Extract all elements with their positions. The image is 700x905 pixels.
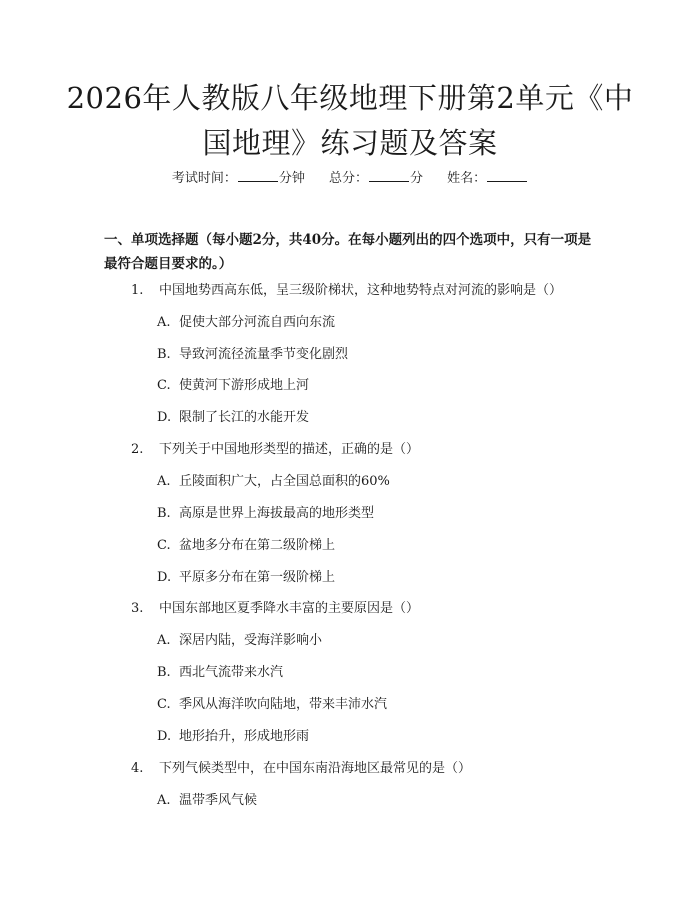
question-number: 3. bbox=[131, 601, 144, 616]
question-2-option-c bbox=[157, 536, 335, 556]
question-1-option-a bbox=[157, 313, 335, 333]
question-1-option-d bbox=[157, 408, 309, 428]
question-4-option-a bbox=[157, 791, 257, 811]
exam-info bbox=[0, 168, 700, 189]
question-3-option-a bbox=[157, 631, 322, 651]
option-letter: B. bbox=[157, 506, 171, 521]
student-name-label: 姓名： bbox=[447, 171, 487, 186]
option-letter: D. bbox=[157, 729, 172, 744]
section-heading: 一、单项选择题（每小题2分，共40分。在每小题列出的四个选项中，只有一项是最符合题目要求的。） bbox=[104, 232, 592, 272]
option-letter: B. bbox=[157, 347, 171, 362]
option-text: 地形抬升，形成地形雨 bbox=[179, 729, 310, 744]
option-text: 平原多分布在第一级阶梯上 bbox=[179, 570, 336, 585]
question-2-option-b bbox=[157, 504, 374, 524]
option-text: 温带季风气候 bbox=[179, 793, 258, 808]
question-number: 2. bbox=[131, 442, 144, 457]
option-text: 盆地多分布在第二级阶梯上 bbox=[179, 538, 336, 553]
option-letter: D. bbox=[157, 410, 172, 425]
question-4 bbox=[131, 759, 471, 779]
question-text: 中国东部地区夏季降水丰富的主要原因是（） bbox=[159, 601, 420, 616]
question-2 bbox=[131, 440, 419, 460]
option-letter: D. bbox=[157, 570, 172, 585]
total-score-unit: 分 bbox=[410, 171, 424, 186]
question-number: 1. bbox=[131, 283, 144, 298]
option-text: 深居内陆，受海洋影响小 bbox=[179, 633, 323, 648]
document-title: 2026年人教版八年级地理下册第2单元《中国地理》练习题及答案 bbox=[66, 81, 634, 160]
question-2-option-a bbox=[157, 472, 390, 492]
question-1 bbox=[131, 281, 562, 301]
option-text: 丘陵面积广大，占全国总面积的60% bbox=[179, 474, 390, 489]
exam-time-unit: 分钟 bbox=[278, 171, 305, 186]
total-score-blank bbox=[369, 168, 409, 182]
question-3-option-d bbox=[157, 727, 309, 747]
question-text: 下列关于中国地形类型的描述，正确的是（） bbox=[159, 442, 420, 457]
option-letter: A. bbox=[157, 633, 171, 648]
exam-time-blank bbox=[238, 168, 278, 182]
student-name-blank bbox=[487, 168, 527, 182]
question-3-option-b bbox=[157, 663, 283, 683]
total-score-field bbox=[329, 168, 423, 189]
option-letter: C. bbox=[157, 538, 171, 553]
option-text: 限制了长江的水能开发 bbox=[179, 410, 310, 425]
option-text: 促使大部分河流自西向东流 bbox=[179, 315, 336, 330]
option-letter: C. bbox=[157, 697, 171, 712]
option-text: 季风从海洋吹向陆地，带来丰沛水汽 bbox=[179, 697, 388, 712]
option-letter: A. bbox=[157, 793, 171, 808]
option-letter: B. bbox=[157, 665, 171, 680]
option-text: 导致河流径流量季节变化剧烈 bbox=[179, 347, 349, 362]
question-text: 下列气候类型中，在中国东南沿海地区最常见的是（） bbox=[159, 761, 472, 776]
option-letter: A. bbox=[157, 315, 171, 330]
question-1-option-c bbox=[157, 376, 309, 396]
question-1-option-b bbox=[157, 345, 348, 365]
question-3 bbox=[131, 599, 419, 619]
option-text: 西北气流带来水汽 bbox=[179, 665, 284, 680]
exam-time-label: 考试时间： bbox=[171, 171, 237, 186]
option-text: 使黄河下游形成地上河 bbox=[179, 378, 310, 393]
option-text: 高原是世界上海拔最高的地形类型 bbox=[179, 506, 375, 521]
question-text: 中国地势西高东低，呈三级阶梯状，这种地势特点对河流的影响是（） bbox=[159, 283, 563, 298]
exam-time-field bbox=[172, 168, 305, 189]
question-3-option-c bbox=[157, 695, 387, 715]
student-name-field bbox=[447, 168, 528, 189]
question-number: 4. bbox=[131, 761, 144, 776]
option-letter: C. bbox=[157, 378, 171, 393]
option-letter: A. bbox=[157, 474, 171, 489]
total-score-label: 总分： bbox=[328, 171, 368, 186]
question-2-option-d bbox=[157, 568, 335, 588]
